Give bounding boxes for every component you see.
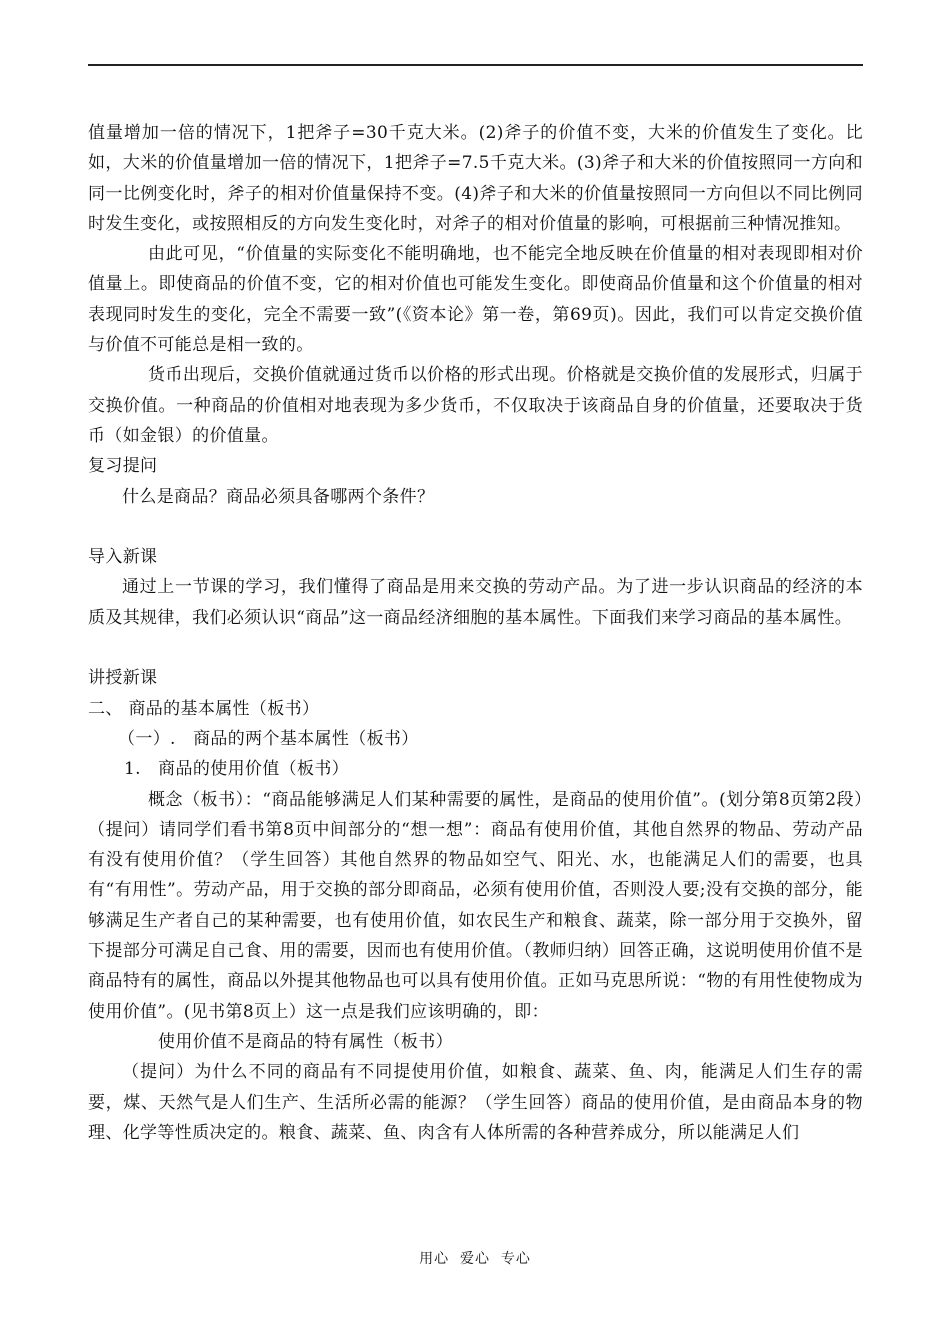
blank-line [88, 512, 863, 542]
document-body [88, 118, 863, 1148]
heading-lecture: 讲授新课 [88, 668, 158, 689]
page-footer: 用心 爱心 专心 [419, 1251, 531, 1267]
review-question: 什么是商品？商品必须具备哪两个条件？ [122, 486, 435, 507]
blank-line [88, 633, 863, 663]
paragraph-introduction: 通过上一节课的学习，我们懂得了商品是用来交换的劳动产品。为了进一步认识商品的经济的本质及其规律，我们必须认识“商品”这一商品经济细胞的基本属性。下面我们来学习商品的基本属性。 [88, 577, 863, 628]
header-rule [88, 64, 863, 66]
heading-review: 复习提问 [88, 456, 158, 477]
paragraph-currency: 货币出现后，交换价值就通过货币以价格的形式出现。价格就是交换价值的发展形式，归属于交换价值。一种商品的价值相对地表现为多少货币，不仅取决于该商品自身的价值量，还要取决于货币（如金银）的价值量。 [88, 365, 863, 446]
item-title: 1. 商品的使用价值（板书） [124, 759, 350, 780]
paragraph-value-change-cases: 值量增加一倍的情况下，1把斧子=30千克大米。(2)斧子的价值不变，大米的价值发生了变化。比如，大米的价值量增加一倍的情况下，1把斧子=7.5千克大米。(3)斧子和大米的价值按照同一方向和同一比例变化时，斧子的相对价值量保持不变。(4)斧子和大米的价值量按照同一方向但以不同比例同时发生变化，或按照相反的方向发生变化时，对斧子的相对价值量的影响，可根据前三种情况推知。 [88, 123, 863, 234]
subsection-title: （一）. 商品的两个基本属性（板书） [118, 728, 419, 749]
paragraph-conclusion: 由此可见，“价值量的实际变化不能明确地，也不能完全地反映在价值量的相对表现即相对价值量上。即使商品的价值不变，它的相对价值也可能发生变化。即使商品价值量和这个价值量的相对表现同时发生的变化，完全不需要一致”(《资本论》第一卷，第69页)。因此，我们可以肯定交换价值与价值不可能总是相一致的。 [88, 244, 863, 356]
paragraph-question: （提问）为什么不同的商品有不同提使用价值，如粮食、蔬菜、鱼、肉，能满足人们生存的需要，煤、天然气是人们生产、生活所必需的能源？（学生回答）商品的使用价值，是由商品本身的物理、化学等性质决定的。粮食、蔬菜、鱼、肉含有人体所需的各种营养成分，所以能满足人们 [88, 1062, 863, 1143]
paragraph-concept: 概念（板书）：“商品能够满足人们某种需要的属性，是商品的使用价值”。(划分第8页第2段）（提问）请同学们看书第8页中间部分的“想一想”：商品有使用价值，其他自然界的物品、劳动产品有没有使用价值？（学生回答）其他自然界的物品如空气、阳光、水，也能满足人们的需要，也具有“有用性”。劳动产品，用于交换的部分即商品，必须有使用价值，否则没人要;没有交换的部分，能够满足生产者自己的某种需要，也有使用价值，如农民生产和粮食、蔬菜，除一部分用于交换外，留下提部分可满足自己食、用的需要，因而也有使用价值。（教师归纳）回答正确，这说明使用价值不是商品特有的属性，商品以外提其他物品也可以具有使用价值。正如马克思所说：“物的有用性使物成为使用价值”。(见书第8页上）这一点是我们应该明确的，即： [88, 789, 863, 1022]
key-point: 使用价值不是商品的特有属性（板书） [158, 1031, 453, 1052]
heading-introduction: 导入新课 [88, 547, 158, 568]
section-title: 二、 商品的基本属性（板书） [88, 698, 320, 719]
